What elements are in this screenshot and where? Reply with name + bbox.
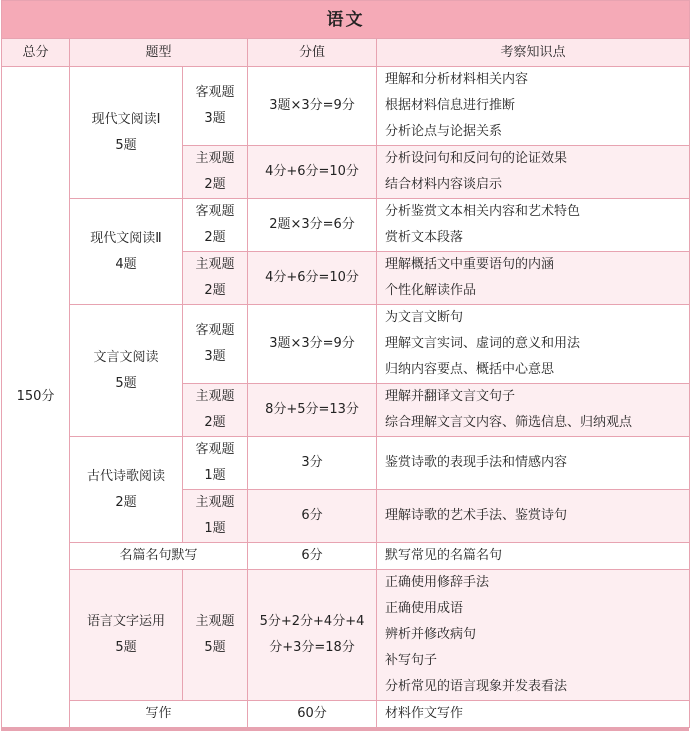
subjective-label: 主观题 2题 xyxy=(183,146,248,199)
header-score: 分值 xyxy=(248,39,377,67)
subjective-label: 主观题 2题 xyxy=(183,252,248,305)
section-name: 现代文阅读Ⅰ xyxy=(91,111,161,127)
header-row xyxy=(2,39,690,67)
section-count: 5题 xyxy=(115,137,137,153)
exam-structure-page xyxy=(1,0,689,731)
score-cell: 3题×3分=9分 xyxy=(248,305,377,384)
table-row xyxy=(2,701,690,728)
section-count: 5题 xyxy=(115,640,137,655)
knowledge-cell: 理解诗歌的艺术手法、鉴赏诗句 xyxy=(377,490,690,543)
table-title: 语文 xyxy=(2,1,690,39)
header-knowledge: 考察知识点 xyxy=(377,39,690,67)
total-score: 150分 xyxy=(2,67,70,728)
score-cell: 6分 xyxy=(248,543,377,570)
score-cell: 4分+6分=10分 xyxy=(248,146,377,199)
header-total: 总分 xyxy=(2,39,70,67)
table-row xyxy=(2,543,690,570)
exam-structure-table xyxy=(1,0,690,728)
header-type: 题型 xyxy=(70,39,248,67)
score-cell: 60分 xyxy=(248,701,377,728)
score-cell: 5分+2分+4分+4 分+3分=18分 xyxy=(248,570,377,701)
table-row xyxy=(2,199,690,252)
knowledge-cell: 为文言文断句 理解文言实词、虚词的意义和用法 归纳内容要点、概括中心意思 xyxy=(377,305,690,384)
objective-label: 客观题 3题 xyxy=(183,67,248,146)
score-cell: 6分 xyxy=(248,490,377,543)
subjective-label: 主观题 5题 xyxy=(183,570,248,701)
section-count: 4题 xyxy=(115,256,137,272)
section-modern2 xyxy=(70,199,183,305)
section-modern1 xyxy=(70,67,183,199)
table-row xyxy=(2,305,690,384)
objective-label: 客观题 3题 xyxy=(183,305,248,384)
section-language xyxy=(70,570,183,701)
section-writing: 写作 xyxy=(70,701,248,728)
section-name: 古代诗歌阅读 xyxy=(86,468,165,484)
score-cell: 3分 xyxy=(248,437,377,490)
section-classical xyxy=(70,305,183,437)
table-row xyxy=(2,570,690,701)
section-name: 语言文字运用 xyxy=(86,614,165,629)
section-poetry xyxy=(70,437,183,543)
section-count: 2题 xyxy=(115,494,137,510)
score-cell: 4分+6分=10分 xyxy=(248,252,377,305)
section-name: 现代文阅读Ⅱ xyxy=(90,230,162,246)
knowledge-cell: 理解和分析材料相关内容 根据材料信息进行推断 分析论点与论据关系 xyxy=(377,67,690,146)
knowledge-cell: 理解概括文中重要语句的内涵 个性化解读作品 xyxy=(377,252,690,305)
objective-label: 客观题 2题 xyxy=(183,199,248,252)
knowledge-cell: 分析设问句和反问句的论证效果 结合材料内容谈启示 xyxy=(377,146,690,199)
section-famous: 名篇名句默写 xyxy=(70,543,248,570)
objective-label: 客观题 1题 xyxy=(183,437,248,490)
knowledge-cell: 鉴赏诗歌的表现手法和情感内容 xyxy=(377,437,690,490)
title-row xyxy=(2,1,690,39)
score-cell: 8分+5分=13分 xyxy=(248,384,377,437)
section-count: 5题 xyxy=(115,375,137,391)
knowledge-cell: 理解并翻译文言文句子 综合理解文言文内容、筛选信息、归纳观点 xyxy=(377,384,690,437)
section-name: 文言文阅读 xyxy=(93,349,159,365)
knowledge-cell: 材料作文写作 xyxy=(377,701,690,728)
knowledge-cell: 正确使用修辞手法 正确使用成语 辨析并修改病句 补写句子 分析常见的语言现象并发表看法 xyxy=(377,570,690,701)
knowledge-cell: 默写常见的名篇名句 xyxy=(377,543,690,570)
knowledge-cell: 分析鉴赏文本相关内容和艺术特色 赏析文本段落 xyxy=(377,199,690,252)
score-cell: 2题×3分=6分 xyxy=(248,199,377,252)
subjective-label: 主观题 1题 xyxy=(183,490,248,543)
subjective-label: 主观题 2题 xyxy=(183,384,248,437)
table-row xyxy=(2,437,690,490)
table-row xyxy=(2,67,690,146)
score-cell: 3题×3分=9分 xyxy=(248,67,377,146)
